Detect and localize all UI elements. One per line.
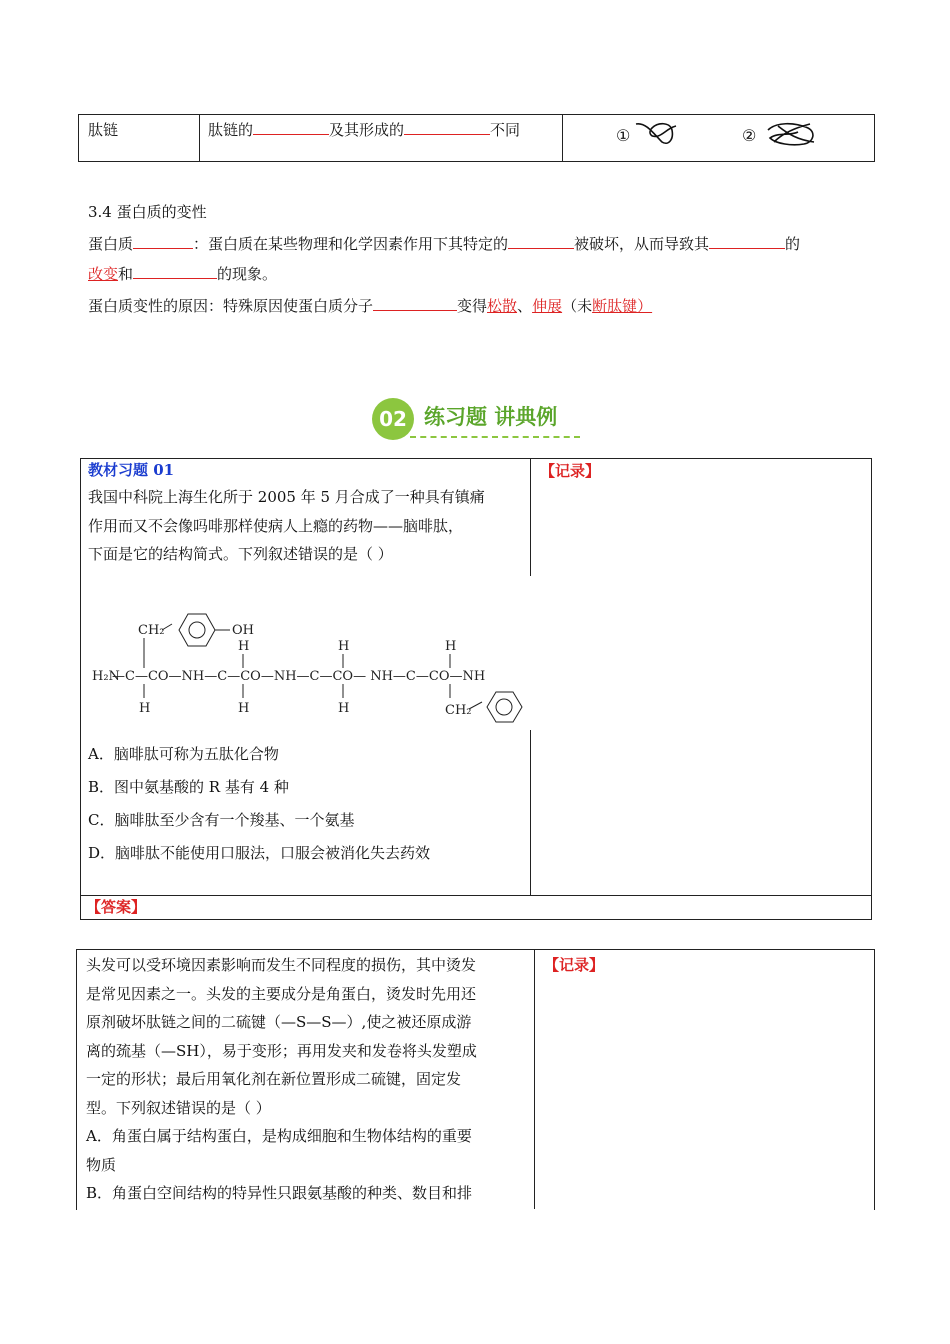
blank-1 (253, 116, 329, 135)
top-table-col2 (208, 116, 520, 144)
q1-answer-line (80, 895, 871, 896)
col2-prefix: 肽链的 (208, 121, 254, 139)
benzene-ring-top (179, 614, 215, 646)
line3-f: （未 (562, 297, 593, 315)
q1-option-b: B．图中氨基酸的 R 基有 4 种 (88, 778, 289, 796)
line3-a: 蛋白质变性的原因：特殊原因使蛋白质分子 (88, 297, 374, 315)
line2-c: 的现象。 (217, 265, 278, 283)
line1-c: 被破坏，从而导致其 (574, 235, 710, 253)
q1-stem (88, 483, 485, 569)
q1-answer-label: 【答案】 (86, 898, 147, 916)
blank-5 (709, 230, 785, 249)
q1-stem-line-2: 作用而又不会像吗啡那样使病人上瘾的药物——脑啡肽， (88, 516, 464, 535)
q2-line-3: 原剂破坏肽链之间的二硫键（—S—S—）,使之被还原成游 (86, 1013, 472, 1031)
q2-line-2: 是常见因素之一。头发的主要成分是角蛋白，烫发时先用还 (86, 984, 477, 1003)
q1-label: 教材习题 01 (88, 461, 175, 479)
q2-divider (534, 949, 535, 1209)
benzene-ring-bottom (487, 692, 522, 722)
formula-h-bottom-1: H (139, 701, 151, 716)
formula-h-top-2: H (238, 639, 250, 654)
folded-chain-icon-1 (632, 118, 680, 150)
top-table-col1: 肽链 (88, 121, 119, 139)
section-line-1 (88, 230, 800, 258)
col2-mid: 及其形成的 (329, 121, 405, 139)
formula-h2n: H₂N (92, 669, 120, 684)
q2-body (86, 951, 477, 1208)
blank-6 (133, 260, 217, 279)
section-line-2 (88, 260, 277, 288)
line3-d: 、 (517, 297, 533, 315)
line1-d: 的 (785, 235, 801, 253)
q1-option-d: D．脑啡肽不能使用口服法，口服会被消化失去药效 (88, 844, 431, 862)
enkephalin-structure-diagram (88, 610, 536, 726)
q2-line-1: 头发可以受环境因素影响而发生不同程度的损伤，其中烫发 (86, 956, 477, 974)
line1-a: 蛋白质 (88, 235, 134, 253)
formula-main-chain: —C—CO—NH—C—CO—NH—C—CO— NH—C—CO—NH (112, 669, 486, 684)
blank-3 (133, 230, 193, 249)
line3-answer-3: 断肽键） (592, 297, 653, 315)
blank-4 (508, 230, 574, 249)
q1-divider-top (530, 458, 531, 576)
line3-b: 变得 (457, 297, 488, 315)
q2-option-a: A．角蛋白属于结构蛋白，是构成细胞和生物体结构的重要 (86, 1127, 472, 1145)
q1-divider-bottom (530, 730, 531, 896)
q2-record: 【记录】 (544, 956, 605, 974)
q1-stem-line-3: 下面是它的结构简式。下列叙述错误的是（ ） (88, 545, 393, 563)
q2-line-4: 离的巯基（—SH），易于变形；再用发夹和发卷将头发塑成 (86, 1041, 477, 1060)
q2-option-b: B．角蛋白空间结构的特异性只跟氨基酸的种类、数目和排 (86, 1184, 473, 1202)
banner-number: 02 (379, 407, 407, 431)
item2-label: ② (742, 126, 757, 145)
q1-stem-line-1: 我国中科院上海生化所于 2005 年 5 月合成了一种具有镇痛 (88, 488, 485, 506)
formula-ch2-bottom: CH₂ (445, 703, 472, 718)
top-table-divider-1 (199, 114, 200, 161)
formula-h-top-3: H (445, 639, 457, 654)
q1-record: 【记录】 (540, 462, 601, 480)
q2-option-a-cont: 物质 (86, 1155, 117, 1174)
col2-suffix: 不同 (490, 121, 521, 139)
banner-underline (410, 436, 580, 438)
formula-ch2-top: CH₂ (138, 623, 165, 638)
q1-option-c: C．脑啡肽至少含有一个羧基、一个氨基 (88, 811, 355, 829)
formula-h-top-1: H (338, 639, 350, 654)
q1-options (88, 738, 430, 870)
formula-h-bottom-3: H (338, 701, 350, 716)
folded-chain-icon-2 (764, 118, 820, 150)
section-heading: 3.4 蛋白质的变性 (88, 203, 207, 221)
line2-b: 和 (118, 265, 134, 283)
line3-answer-1: 松散 (487, 297, 518, 315)
formula-h-bottom-2: H (238, 701, 250, 716)
q2-line-5: 一定的形状；最后用氧化剂在新位置形成二硫键，固定发 (86, 1070, 462, 1088)
top-table-divider-2 (562, 114, 563, 161)
line3-answer-2: 伸展 (532, 297, 563, 315)
line2-answer: 改变 (88, 265, 119, 283)
blank-7 (373, 292, 457, 311)
q2-line-6: 型。下列叙述错误的是（ ） (86, 1098, 271, 1117)
banner-title: 练习题 讲典例 (424, 405, 558, 429)
blank-2 (404, 116, 490, 135)
formula-oh: OH (232, 623, 254, 638)
item1-label: ① (616, 126, 631, 145)
q1-option-a: A．脑啡肽可称为五肽化合物 (88, 745, 279, 763)
section-line-3 (88, 292, 652, 320)
line1-b: ：蛋白质在某些物理和化学因素作用下其特定的 (193, 235, 509, 253)
